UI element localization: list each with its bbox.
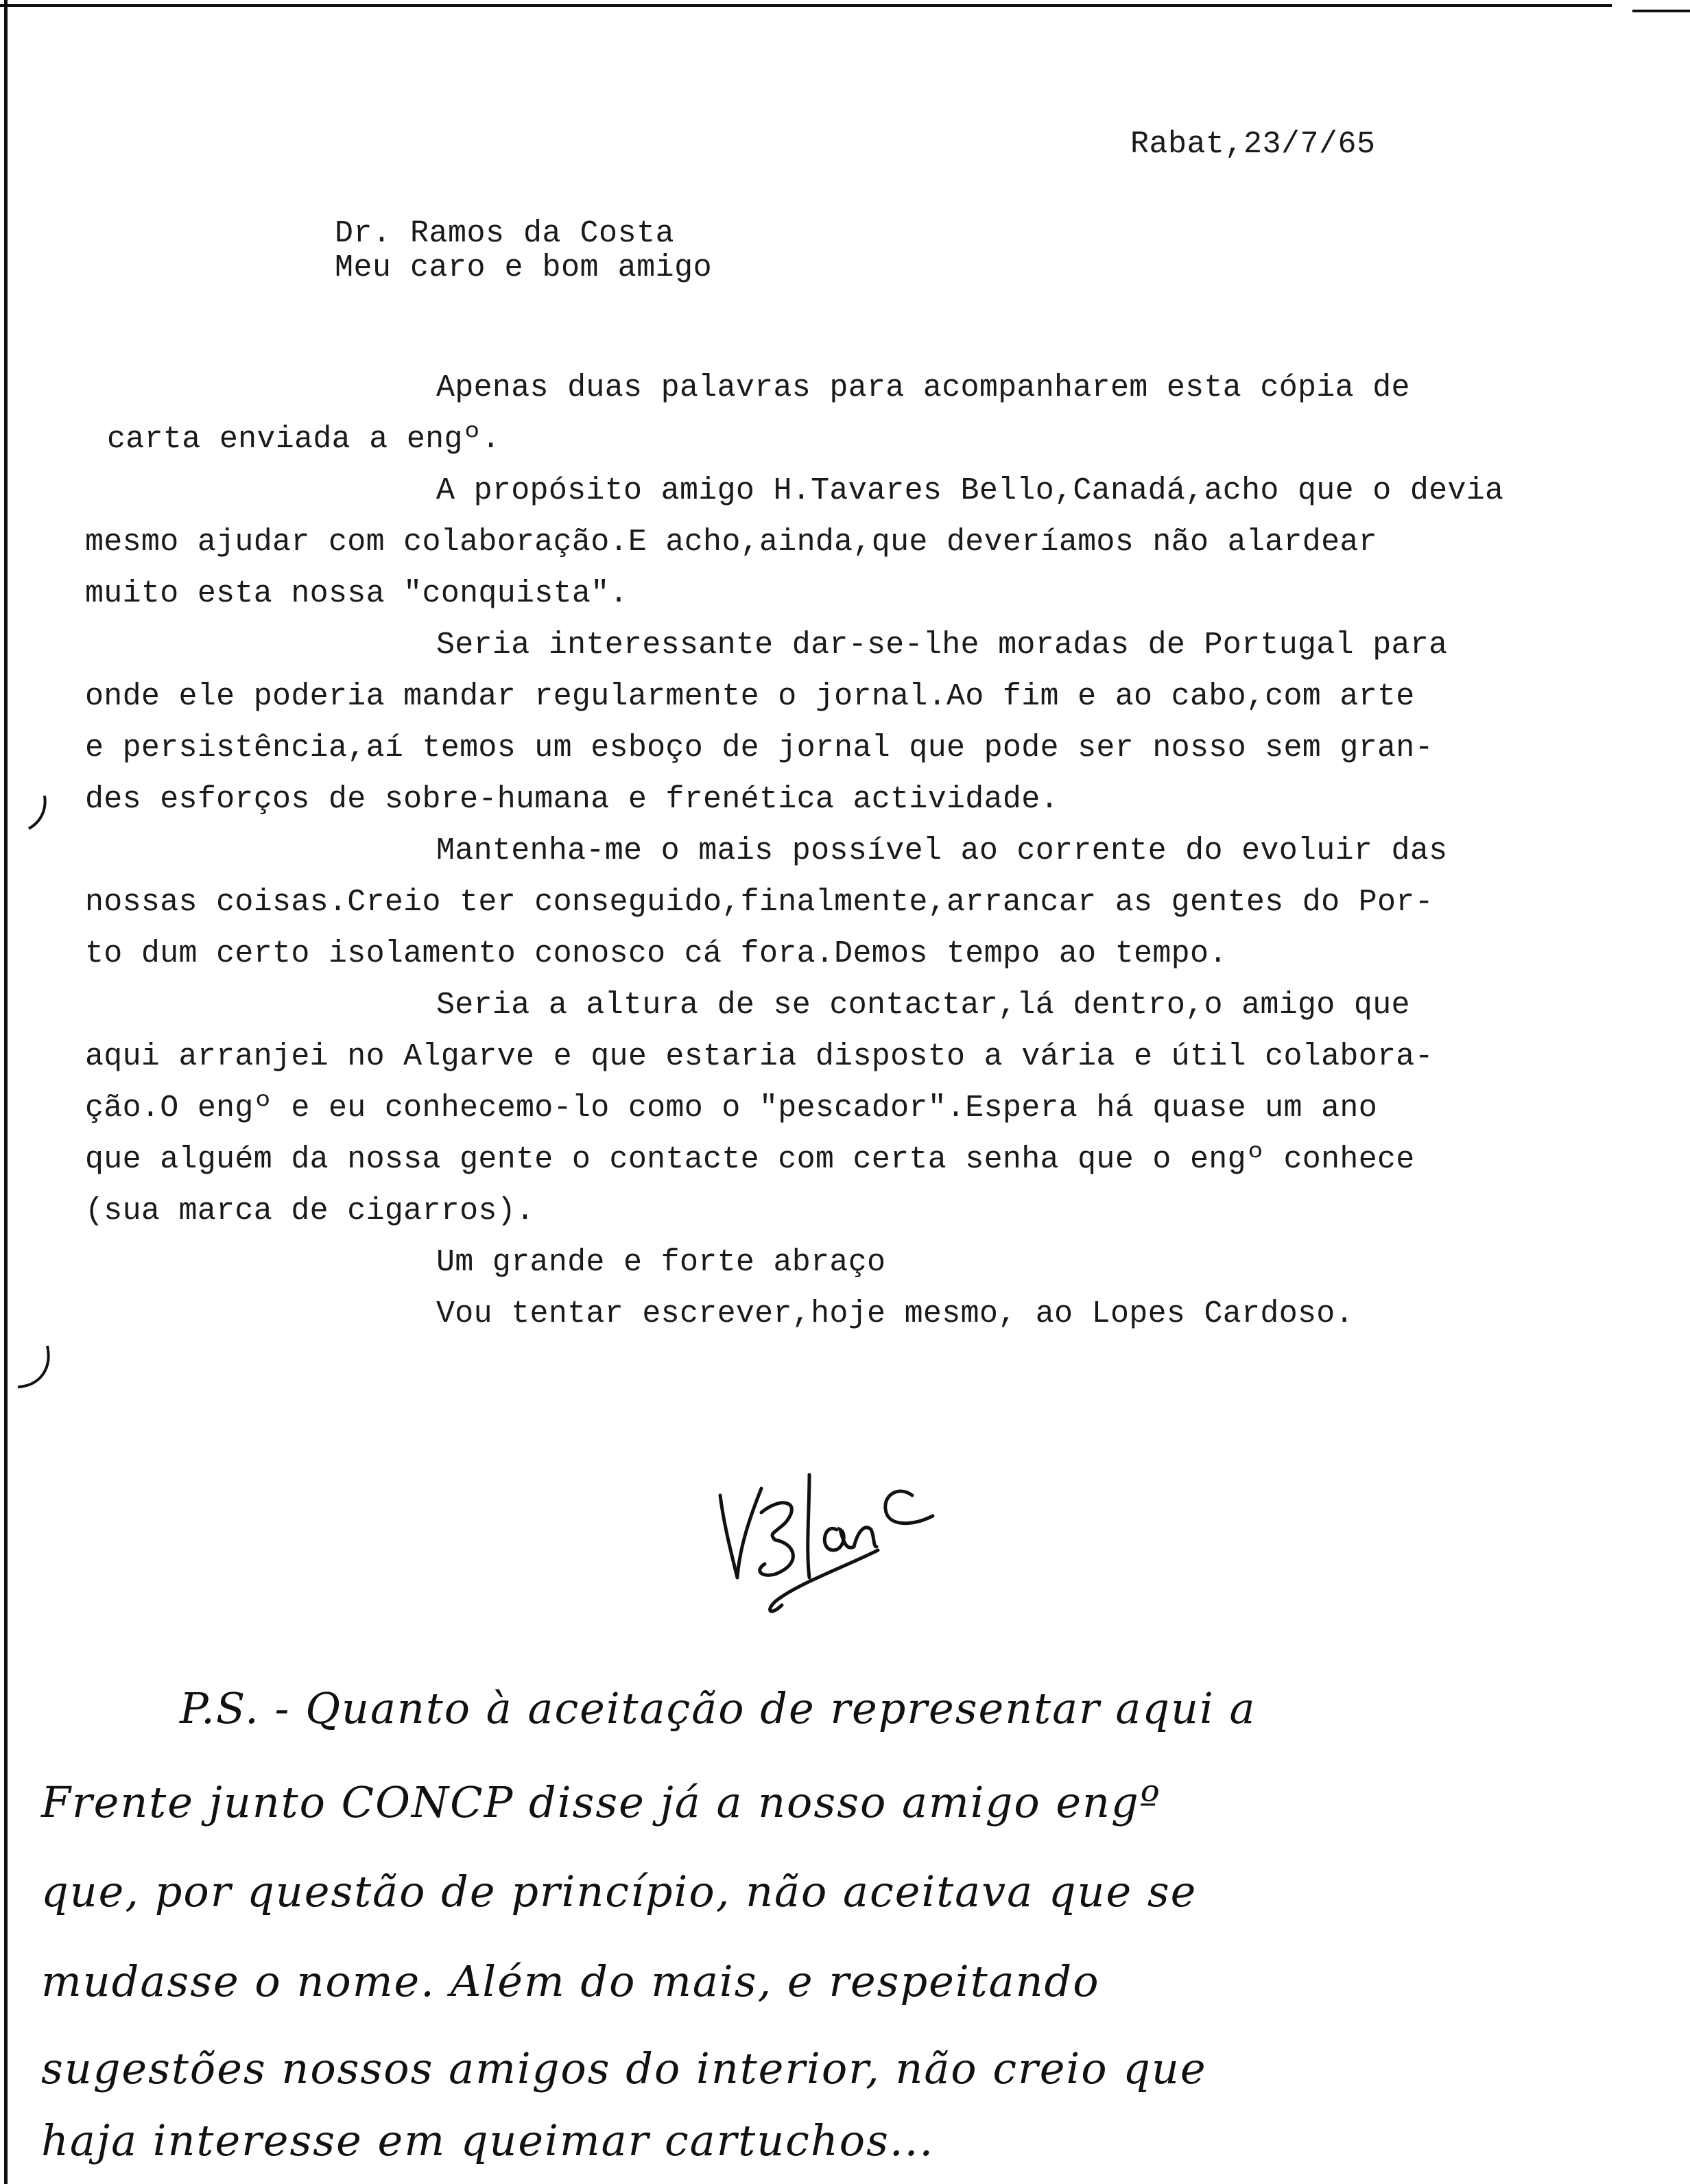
body-line: Apenas duas palavras para acompanharem esta cópia de bbox=[436, 370, 1410, 405]
postscript-line: mudasse o nome. Além do mais, e respeitando bbox=[41, 1956, 1100, 2006]
body-line: ção.O engº e eu conhecemo-lo como o "pescador".Espera há quase um ano bbox=[85, 1091, 1378, 1126]
body-line: des esforços de sobre-humana e frenética actividade. bbox=[85, 782, 1059, 817]
margin-pen-mark bbox=[10, 1338, 58, 1399]
body-line: (sua marca de cigarros). bbox=[85, 1194, 535, 1228]
body-line: e persistência,aí temos um esboço de jornal que pode ser nosso sem gran- bbox=[85, 731, 1433, 765]
body-line: Seria interessante dar-se-lhe moradas de Portugal para bbox=[436, 628, 1448, 663]
body-line: aqui arranjei no Algarve e que estaria disposto a vária e útil colabora- bbox=[85, 1039, 1433, 1074]
letter-date: Rabat,23/7/65 bbox=[1130, 127, 1376, 162]
body-line: onde ele poderia mandar regularmente o jornal.Ao fim e ao cabo,com arte bbox=[85, 679, 1415, 714]
body-line: Seria a altura de se contactar,lá dentro,o amigo que bbox=[436, 988, 1410, 1023]
postscript-line: haja interesse em queimar cartuchos... bbox=[41, 2115, 935, 2165]
signature bbox=[706, 1447, 967, 1626]
body-line: mesmo ajudar com colaboração.E acho,ainda,que deveríamos não alardear bbox=[85, 525, 1378, 560]
greeting: Meu caro e bom amigo bbox=[335, 250, 713, 285]
page-edge-top bbox=[0, 4, 1612, 7]
body-line: nossas coisas.Creio ter conseguido,finalmente,arrancar as gentes do Por- bbox=[85, 885, 1433, 920]
body-line: Mantenha-me o mais possível ao corrente do evoluir das bbox=[436, 833, 1448, 868]
body-line: carta enviada a engº. bbox=[107, 422, 501, 457]
body-line: Um grande e forte abraço bbox=[436, 1245, 886, 1280]
body-line: Vou tentar escrever,hoje mesmo, ao Lopes Cardoso. bbox=[436, 1296, 1354, 1331]
body-line: to dum certo isolamento conosco cá fora.Demos tempo ao tempo. bbox=[85, 936, 1228, 971]
body-line: muito esta nossa "conquista". bbox=[85, 576, 628, 611]
recipient-name: Dr. Ramos da Costa bbox=[335, 216, 675, 251]
body-line: que alguém da nossa gente o contacte com certa senha que o engº conhece bbox=[85, 1142, 1415, 1177]
body-line: A propósito amigo H.Tavares Bello,Canadá,acho que o devia bbox=[436, 473, 1504, 508]
page-edge-top-right bbox=[1632, 10, 1690, 12]
margin-pen-mark bbox=[21, 789, 55, 837]
postscript-line: que, por questão de princípio, não aceitava que se bbox=[41, 1866, 1198, 1916]
postscript-line: Frente junto CONCP disse já a nosso amigo engº bbox=[41, 1777, 1161, 1827]
postscript-line: sugestões nossos amigos do interior, não creio que bbox=[41, 2043, 1207, 2093]
page-edge-left bbox=[4, 0, 8, 2184]
postscript-line: P.S. - Quanto à aceitação de representar aqui a bbox=[180, 1683, 1257, 1733]
